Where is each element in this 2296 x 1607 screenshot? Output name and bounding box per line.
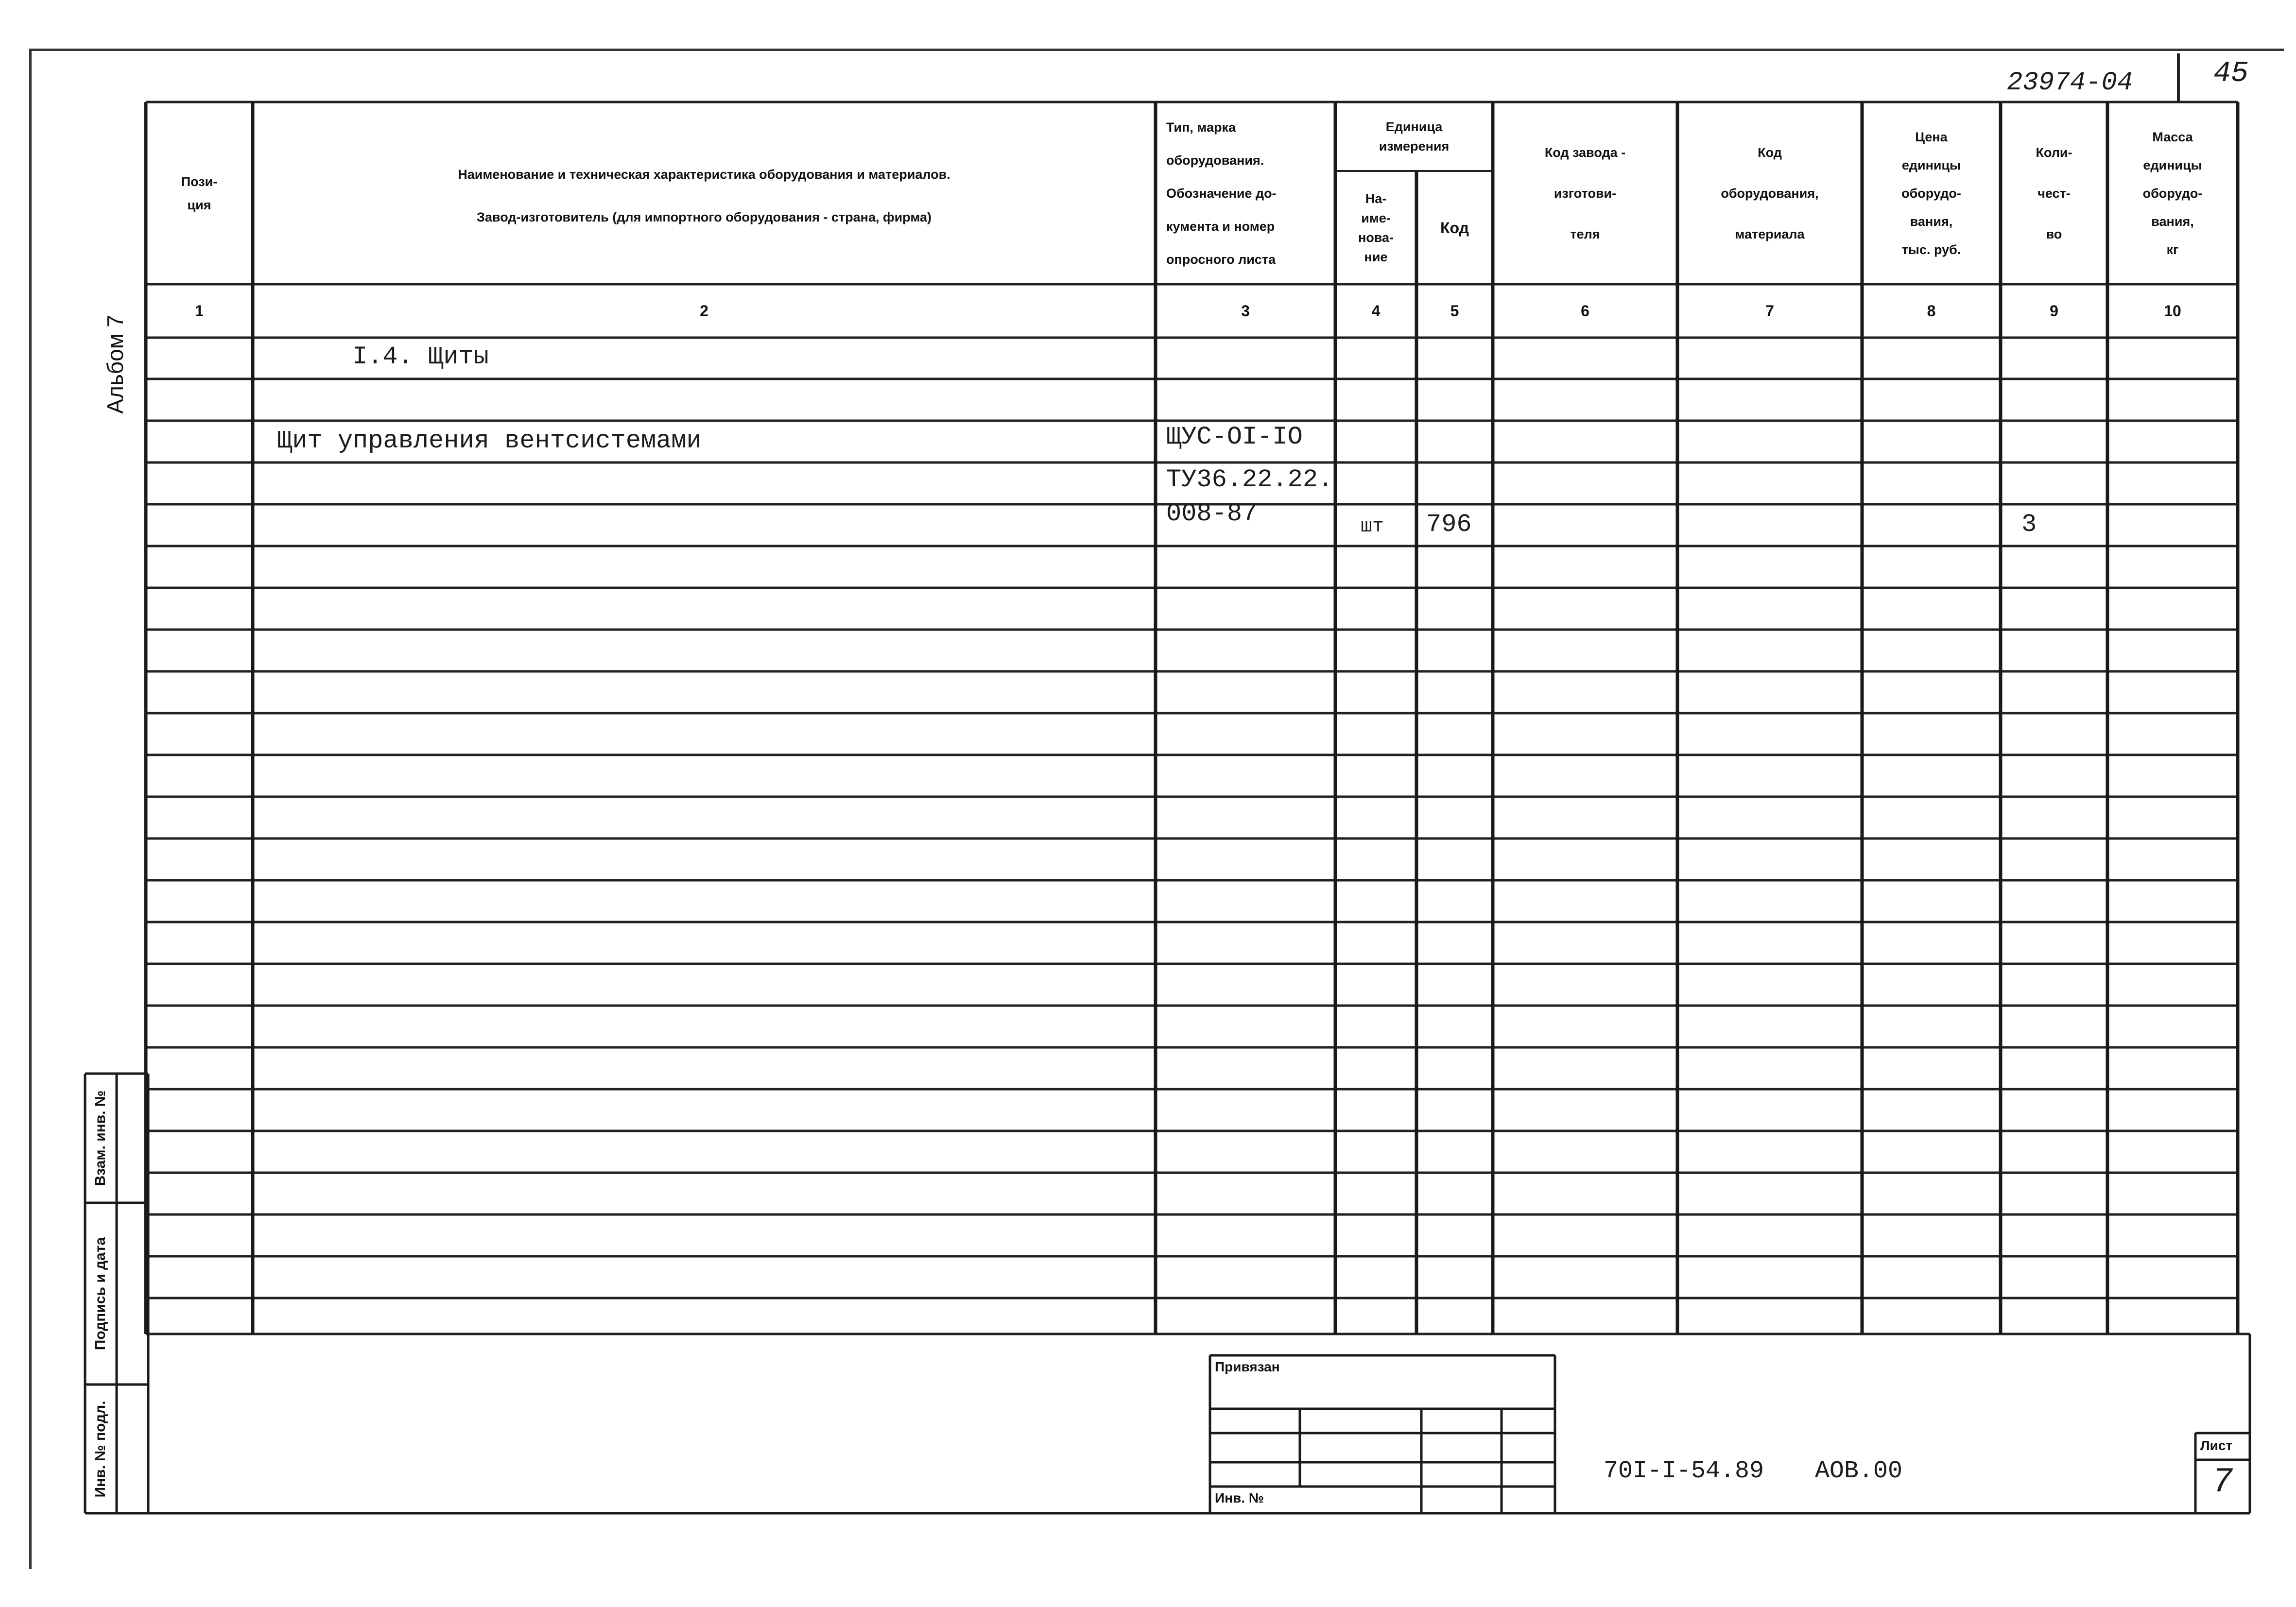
header-unit-name-line2: име- [1361, 210, 1391, 225]
album-label: Альбом 7 [103, 315, 128, 414]
column-number-1: 1 [195, 302, 204, 320]
header-factory-line1: Код завода - [1544, 145, 1626, 160]
header-equipment-code [1677, 102, 1862, 284]
header-type-line1: Тип, марка [1166, 120, 1236, 135]
header-unit-line2: измерения [1379, 139, 1450, 154]
column-number-4: 4 [1371, 302, 1381, 320]
header-quantity-line2: чест- [2037, 186, 2071, 201]
section-code: АОВ.00 [1815, 1457, 1903, 1485]
header-price-line5: тыс. руб. [1901, 242, 1961, 257]
item-quantity: 3 [2021, 510, 2037, 539]
header-price-line2: единицы [1901, 157, 1961, 172]
header-equipment-line2: оборудования, [1721, 186, 1819, 201]
stamp-signature-date: Подпись и дата [92, 1237, 108, 1351]
column-number-8: 8 [1927, 302, 1936, 320]
column-number-5: 5 [1450, 302, 1459, 320]
header-equipment-line1: Код [1758, 145, 1782, 160]
header-position [146, 102, 253, 284]
header-quantity-line3: во [2046, 226, 2062, 241]
header-mass-line5: кг [2166, 242, 2179, 257]
header-mass-line3: оборудо- [2142, 186, 2203, 201]
bound-label: Привязан [1215, 1359, 1280, 1374]
stamp-original-inventory: Инв. № подл. [92, 1401, 108, 1498]
sheet-number-corner: 45 [2213, 57, 2249, 90]
header-price-line3: оборудо- [1901, 186, 1961, 201]
column-number-2: 2 [700, 302, 708, 320]
header-name [253, 102, 1156, 284]
header-type-line4: кумента и номер [1166, 219, 1275, 234]
header-type-line2: оборудования. [1166, 153, 1264, 168]
column-number-3: 3 [1241, 302, 1250, 320]
inventory-label: Инв. № [1215, 1490, 1264, 1505]
header-name-line2: Завод-изготовитель (для импортного оборудования - страна, фирма) [477, 209, 932, 224]
column-number-7: 7 [1765, 302, 1774, 320]
header-unit-name-line4: ние [1364, 249, 1388, 264]
header-factory-line2: изготови- [1554, 186, 1617, 201]
header-quantity [2001, 102, 2107, 284]
item-type-line2: ТУ36.22.22. [1166, 465, 1333, 494]
header-price-line4: вания, [1910, 214, 1953, 229]
column-number-9: 9 [2050, 302, 2058, 320]
header-equipment-line3: материала [1735, 226, 1805, 241]
column-number-10: 10 [2164, 302, 2181, 320]
header-type [1156, 102, 1335, 284]
header-position-line1: Пози- [181, 174, 218, 189]
item-name: Щит управления вентсистемами [277, 427, 702, 455]
section-title: I.4. Щиты [352, 342, 489, 371]
header-type-line3: Обозначение до- [1166, 186, 1277, 201]
header-name-line1: Наименование и техническая характеристика оборудования и материалов. [458, 167, 950, 182]
header-quantity-line1: Коли- [2036, 145, 2072, 160]
header-factory-code [1493, 102, 1677, 284]
header-price-line1: Цена [1915, 129, 1948, 144]
sheet-value: 7 [2212, 1462, 2233, 1502]
header-mass-line4: вания, [2151, 214, 2194, 229]
header-unit-code-text: Код [1440, 219, 1469, 237]
header-mass-line2: единицы [2143, 157, 2202, 172]
header-unit-mass [2107, 102, 2238, 284]
header-unit-group [1335, 102, 1493, 171]
header-type-line5: опросного листа [1166, 252, 1276, 267]
stamp-replacement-inventory: Взам. инв. № [92, 1090, 108, 1186]
header-mass-line1: Масса [2152, 129, 2193, 144]
header-position-line2: ция [187, 197, 211, 212]
drawing-number: 23974-04 [2007, 68, 2133, 98]
header-unit-code [1416, 171, 1493, 284]
header-factory-line3: теля [1570, 226, 1600, 241]
item-unit-code: 796 [1426, 510, 1472, 539]
column-number-6: 6 [1581, 302, 1589, 320]
item-unit: шт [1361, 516, 1384, 538]
header-unit-price [1862, 102, 2001, 284]
header-unit-name [1335, 171, 1416, 284]
header-unit-name-line3: нова- [1358, 230, 1394, 245]
item-type-line3: 008-87 [1166, 499, 1258, 528]
item-type-line1: ЩУС-OI-IO [1166, 423, 1303, 451]
sheet-label: Лист [2200, 1438, 2233, 1453]
header-unit-name-line1: На- [1365, 191, 1387, 206]
document-code: 70I-I-54.89 [1604, 1457, 1764, 1485]
header-unit-line1: Единица [1385, 120, 1443, 134]
